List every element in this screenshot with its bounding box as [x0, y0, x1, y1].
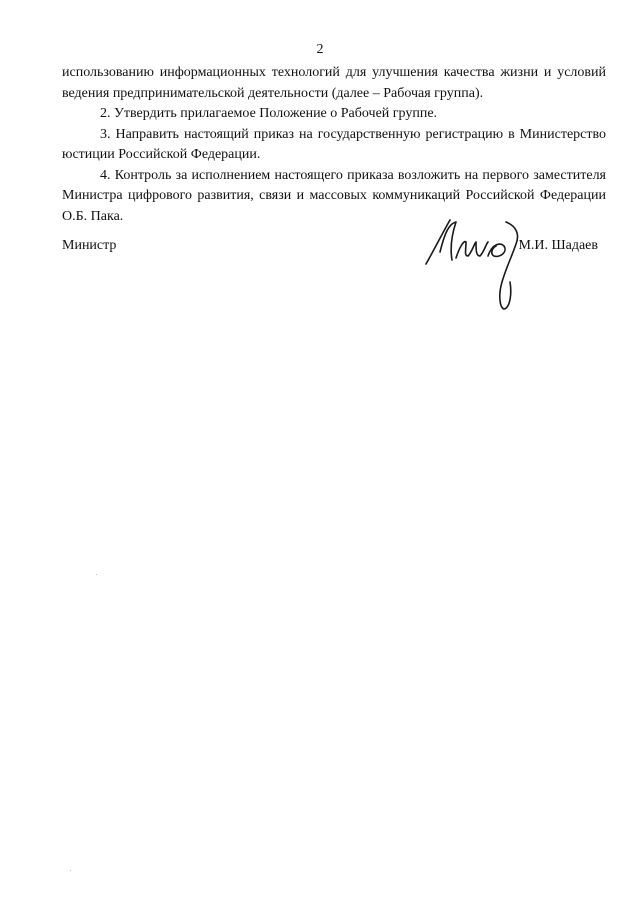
paragraph-continuation: использованию информационных технологий для улучшения качества жизни и условий ведения предпринимательской деятельности (далее – Рабочая группа). — [62, 65, 606, 101]
scan-speck — [70, 870, 71, 871]
paragraph-item-2: 2. Утвердить прилагаемое Положение о Рабочей группе. — [100, 106, 438, 121]
paragraph-item-3: 3. Направить настоящий приказ на государственную регистрацию в Министерство юстиции Российской Федерации. — [62, 126, 606, 162]
document-body — [62, 63, 606, 227]
handwritten-signature — [420, 212, 535, 312]
scan-speck — [96, 574, 97, 575]
signatory-title: Министр — [62, 238, 117, 253]
signatory-name: М.И. Шадаев — [518, 238, 598, 253]
page-number: 2 — [316, 42, 324, 57]
paragraph-item-4: 4. Контроль за исполнением настоящего приказа возложить на первого заместителя Министра цифрового развития, связи и массовых коммуникаций Российской Федерации О.Б. Пака. — [62, 167, 606, 224]
